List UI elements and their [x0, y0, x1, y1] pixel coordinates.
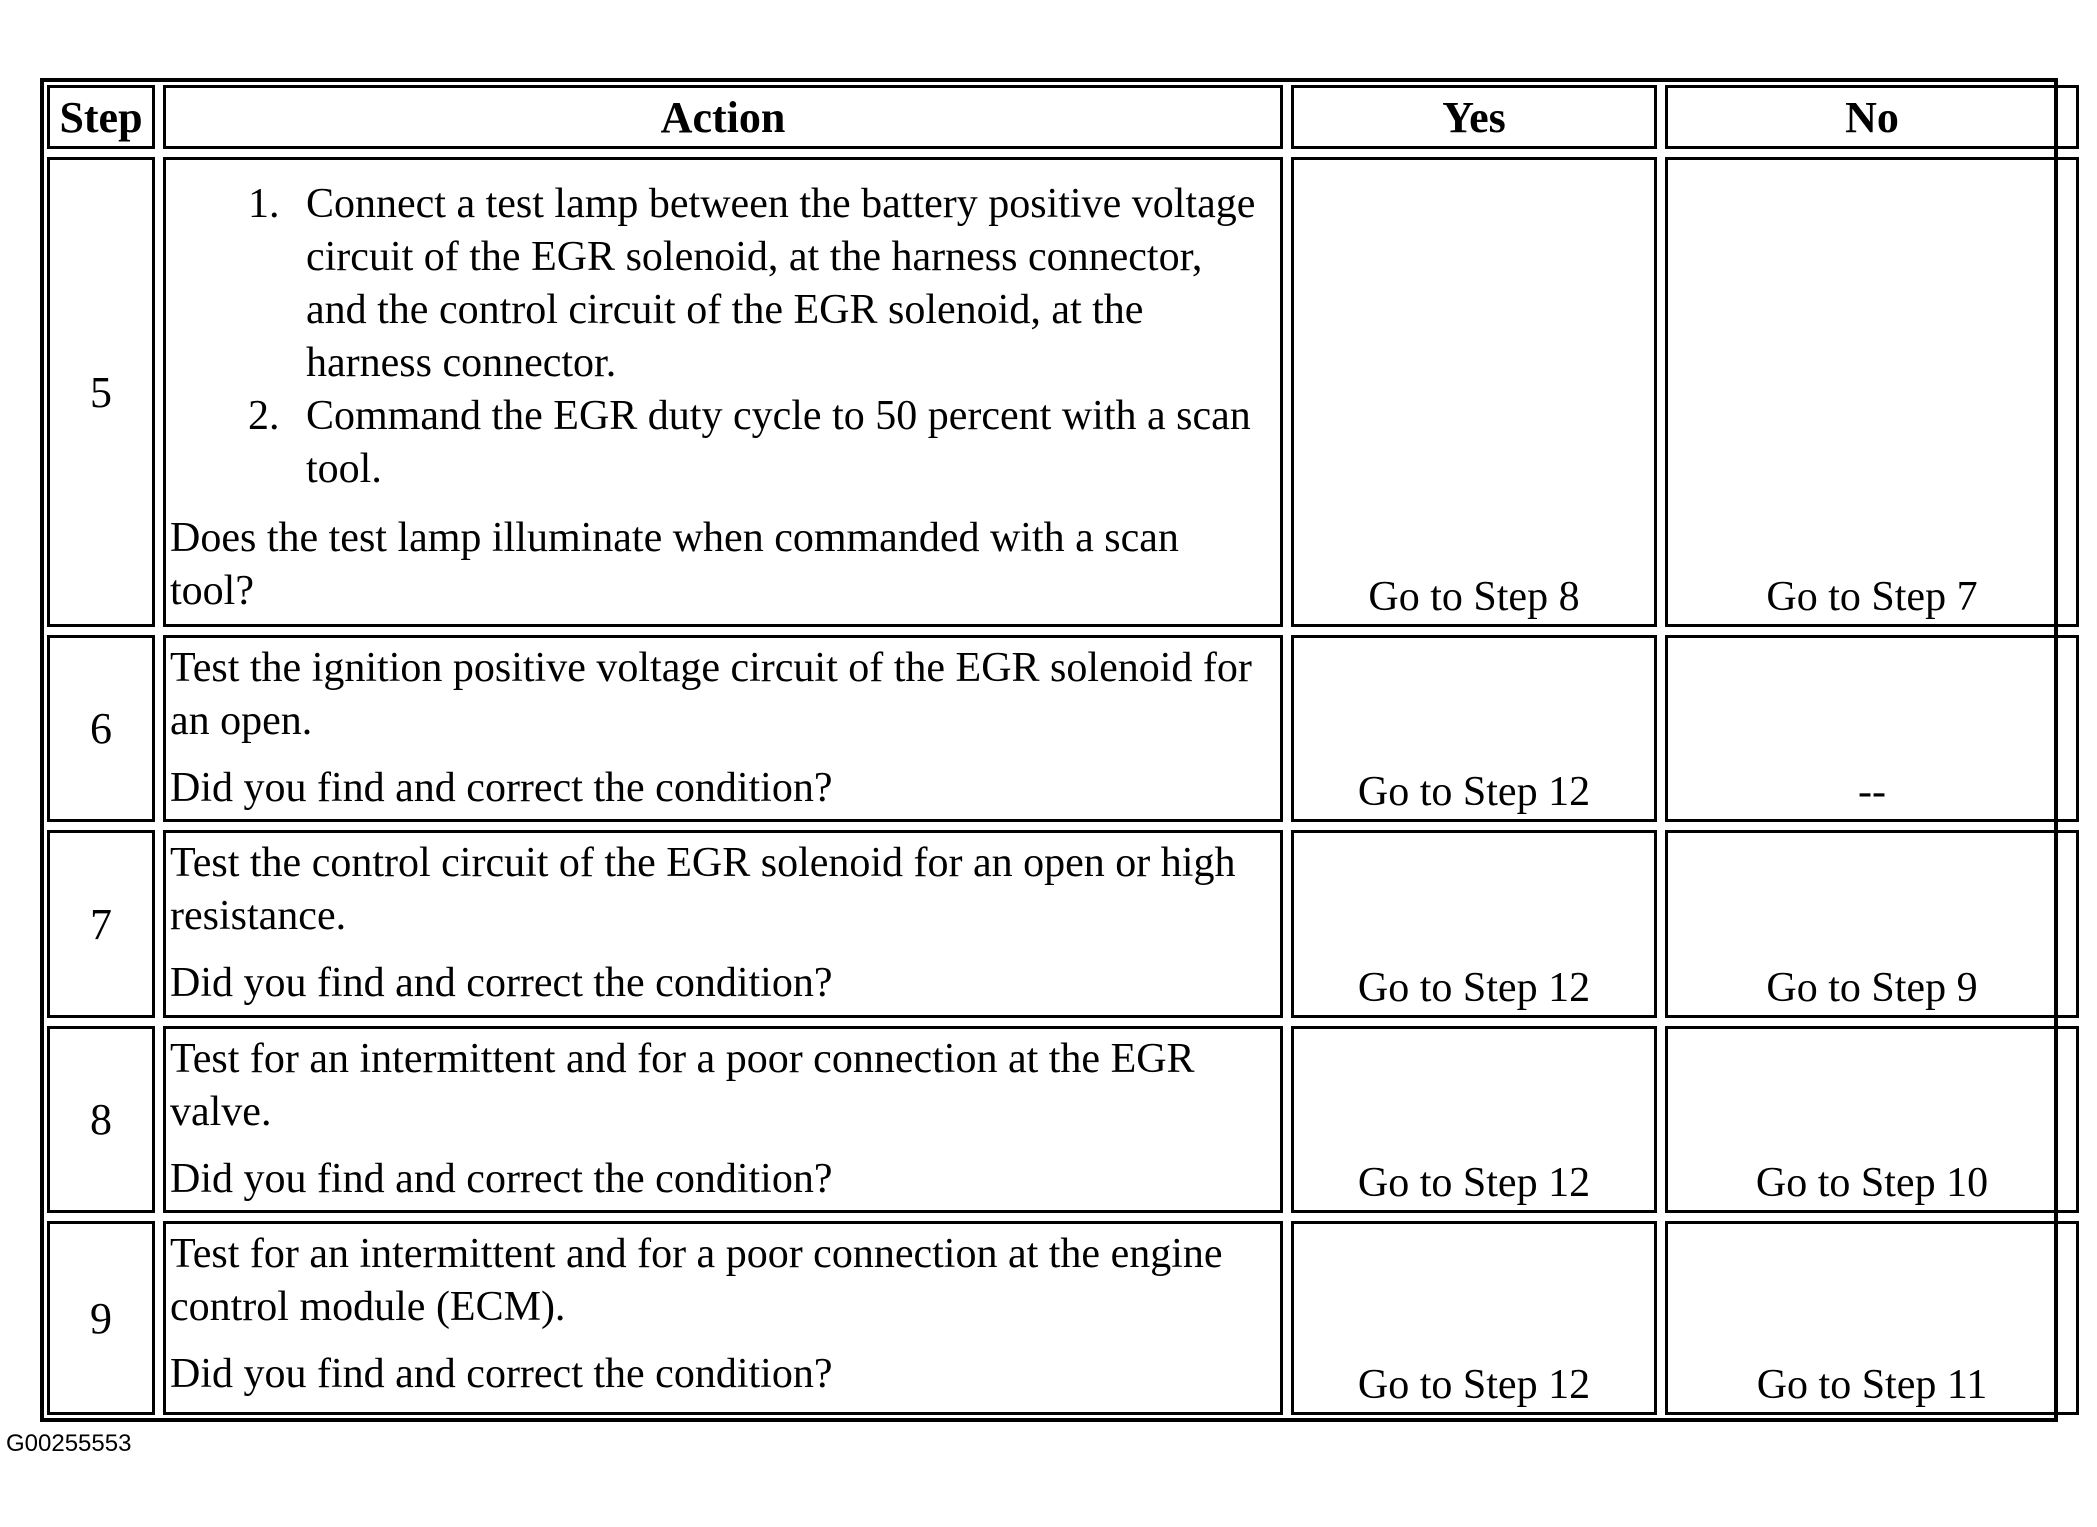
action-question: Did you find and correct the condition? — [170, 765, 833, 811]
table-row — [47, 635, 2079, 822]
diagnostic-table-frame — [40, 78, 2058, 1422]
no-result: Go to Step 7 — [1665, 157, 2079, 627]
diagnostic-table — [39, 77, 2087, 1423]
action-description: Test for an intermittent and for a poor connection at the engine control module (ECM). — [170, 1231, 1223, 1330]
yes-result: Go to Step 8 — [1291, 157, 1657, 627]
list-item: 1. Connect a test lamp between the battery positive voltage circuit of the EGR solenoid, at the harness connector, and the control circuit of the EGR solenoid, at the harness connector. — [290, 178, 1272, 390]
header-row — [47, 85, 2079, 149]
step-number: 6 — [47, 635, 155, 822]
action-header: Action — [163, 85, 1283, 149]
action-description: Test for an intermittent and for a poor connection at the EGR valve. — [170, 1036, 1195, 1135]
figure-code: G00255553 — [6, 1430, 132, 1457]
yes-result: Go to Step 12 — [1291, 1221, 1657, 1415]
no-result: Go to Step 11 — [1665, 1221, 2079, 1415]
table-row — [47, 1221, 2079, 1415]
no-header: No — [1665, 85, 2079, 149]
yes-result: Go to Step 12 — [1291, 635, 1657, 822]
table-row — [47, 157, 2079, 627]
action-cell — [163, 1221, 1283, 1415]
action-cell — [163, 635, 1283, 822]
action-description: Test the ignition positive voltage circuit of the EGR solenoid for an open. — [170, 645, 1252, 744]
no-result: -- — [1665, 635, 2079, 822]
table-row — [47, 1026, 2079, 1213]
no-result: Go to Step 9 — [1665, 830, 2079, 1018]
action-cell — [163, 157, 1283, 627]
yes-result: Go to Step 12 — [1291, 830, 1657, 1018]
step-number: 8 — [47, 1026, 155, 1213]
table-row — [47, 830, 2079, 1018]
yes-result: Go to Step 12 — [1291, 1026, 1657, 1213]
action-question: Did you find and correct the condition? — [170, 1351, 833, 1397]
step-number: 5 — [47, 157, 155, 627]
action-question: Does the test lamp illuminate when commanded with a scan tool? — [170, 515, 1179, 614]
action-question: Did you find and correct the condition? — [170, 1156, 833, 1202]
action-cell — [163, 1026, 1283, 1213]
action-description: Test the control circuit of the EGR solenoid for an open or high resistance. — [170, 840, 1236, 939]
no-result: Go to Step 10 — [1665, 1026, 2079, 1213]
list-item: 2. Command the EGR duty cycle to 50 percent with a scan tool. — [290, 390, 1272, 496]
action-question: Did you find and correct the condition? — [170, 960, 833, 1006]
step-header: Step — [47, 85, 155, 149]
action-list — [170, 178, 1272, 496]
action-cell — [163, 830, 1283, 1018]
step-number: 9 — [47, 1221, 155, 1415]
yes-header: Yes — [1291, 85, 1657, 149]
step-number: 7 — [47, 830, 155, 1018]
